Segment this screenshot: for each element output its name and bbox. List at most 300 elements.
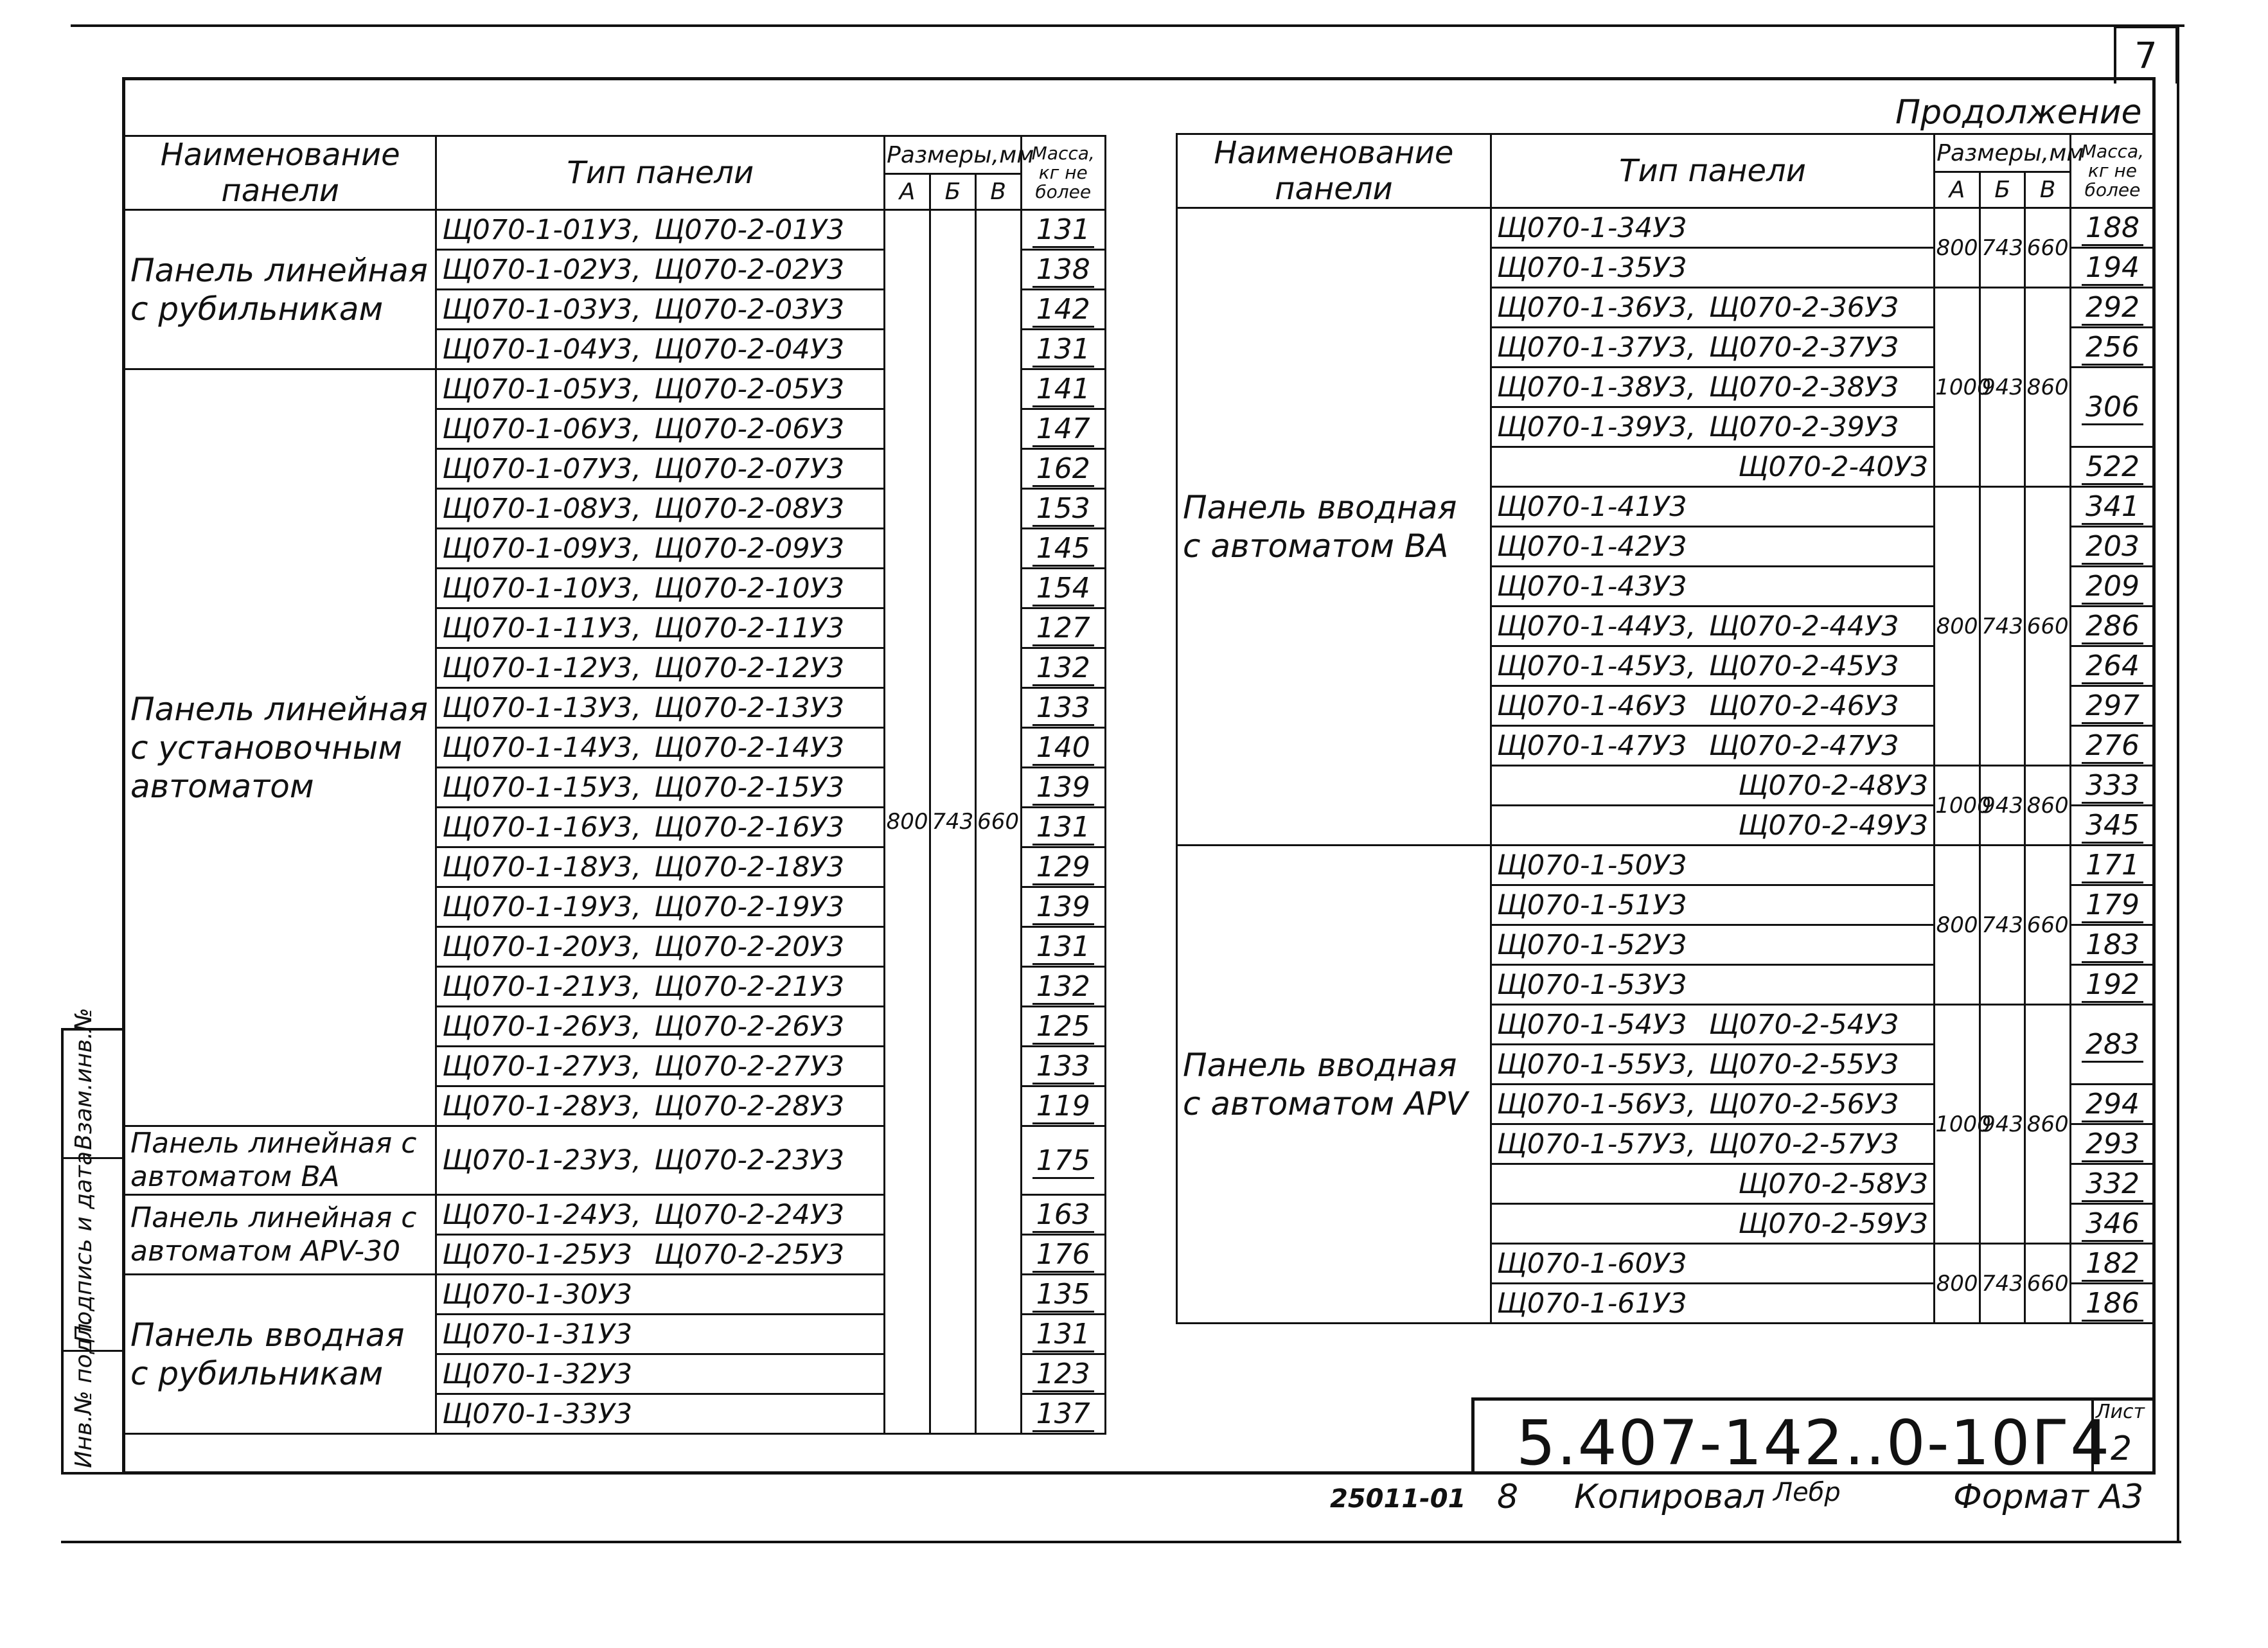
mass-value: 131	[1032, 333, 1094, 368]
header-name: Наименование панели	[125, 136, 436, 210]
panel-name: Панель линейная с установочным автоматом	[125, 369, 436, 1126]
panel-type-2: Щ070-2-23У3	[654, 1144, 845, 1176]
panel-type-1: Щ070-1-53У3	[1496, 968, 1687, 1001]
mass-value: 171	[2082, 849, 2143, 883]
panel-type-cell	[1491, 1085, 1934, 1124]
panel-type-cell	[436, 1195, 885, 1235]
panel-type-1: Щ070-1-18У3,	[442, 851, 641, 883]
mass-cell	[1021, 1315, 1106, 1354]
mass-value: 179	[2082, 889, 2143, 923]
panel-type-cell	[436, 1354, 885, 1394]
panel-type-cell	[436, 648, 885, 688]
mass-value: 346	[2082, 1207, 2143, 1242]
panel-type-1: Щ070-1-38У3,	[1496, 371, 1696, 403]
panel-type-cell	[436, 768, 885, 808]
mass-value: 141	[1032, 373, 1094, 407]
panel-type-2: Щ070-2-37У3	[1708, 331, 1899, 364]
mass-value: 522	[2082, 450, 2143, 485]
panel-type-1: Щ070-1-08У3,	[442, 492, 641, 525]
mass-cell	[2070, 1204, 2154, 1244]
panel-type-1: Щ070-1-10У3,	[442, 572, 641, 605]
mass-cell	[1021, 847, 1106, 887]
panel-name: Панель вводная с автоматом ВА	[1177, 208, 1491, 846]
panel-type-1: Щ070-1-35У3	[1496, 251, 1687, 284]
mass-value: 306	[2082, 391, 2143, 425]
mass-cell	[1021, 330, 1106, 369]
mass-value: 341	[2082, 490, 2143, 525]
panel-type-1: Щ070-1-11У3,	[442, 612, 641, 644]
panel-type-2: Щ070-2-49У3	[1738, 809, 1929, 842]
panel-type-cell	[1491, 527, 1934, 567]
panel-type-1: Щ070-1-19У3,	[442, 890, 641, 923]
table-row	[1177, 208, 2155, 248]
header-dims-right: Размеры,мм	[1935, 134, 2071, 172]
mass-cell	[1021, 290, 1106, 330]
panel-type-cell	[436, 409, 885, 449]
panel-type-cell	[436, 927, 885, 967]
mass-value: 209	[2082, 570, 2143, 605]
panel-type-2: Щ070-2-11У3	[654, 612, 845, 644]
mass-cell	[2070, 686, 2154, 726]
mass-value: 345	[2082, 809, 2143, 844]
header-dim-a: А	[885, 174, 930, 210]
continuation-label: Продолжение	[1895, 93, 2142, 132]
mass-cell	[2070, 925, 2154, 965]
mass-cell	[2070, 368, 2154, 447]
mass-cell	[2070, 1085, 2154, 1124]
panel-type-2: Щ070-2-24У3	[654, 1198, 845, 1231]
mass-cell	[1021, 688, 1106, 728]
panel-type-cell	[1491, 1244, 1934, 1284]
panel-type-1: Щ070-1-60У3	[1496, 1247, 1687, 1280]
panel-type-cell	[436, 728, 885, 768]
panel-type-1: Щ070-1-54У3	[1496, 1008, 1687, 1041]
mass-cell	[2070, 1284, 2154, 1324]
header-dim-b: Б	[930, 174, 975, 210]
mass-value: 194	[2082, 251, 2143, 286]
mass-cell	[2070, 1005, 2154, 1085]
panel-type-cell	[1491, 1204, 1934, 1244]
dim-a: 800	[885, 210, 930, 1434]
mass-value: 183	[2082, 928, 2143, 963]
mass-cell	[2070, 1164, 2154, 1204]
dim-a: 800	[1935, 208, 1980, 288]
panel-type-1: Щ070-1-51У3	[1496, 889, 1687, 921]
panel-type-cell	[1491, 487, 1934, 527]
dim-c: 660	[2025, 208, 2071, 288]
panel-type-1: Щ070-1-43У3	[1496, 570, 1687, 603]
mass-cell	[1021, 489, 1106, 529]
panel-type-cell	[436, 330, 885, 369]
mass-cell	[2070, 965, 2154, 1005]
panel-type-cell	[436, 1235, 885, 1275]
panel-type-2: Щ070-2-20У3	[654, 930, 845, 963]
header-dim-b-right: Б	[1980, 172, 2025, 208]
panel-type-cell	[1491, 248, 1934, 288]
dim-c: 860	[2025, 766, 2071, 846]
mass-cell	[1021, 927, 1106, 967]
footer-format: Формат А3	[1953, 1478, 2144, 1516]
mass-value: 332	[2082, 1167, 2143, 1202]
panel-type-cell	[1491, 368, 1934, 407]
panel-type-2: Щ070-2-01У3	[654, 213, 845, 246]
panel-type-cell	[1491, 646, 1934, 686]
panel-type-1: Щ070-1-02У3,	[442, 253, 641, 286]
mass-value: 154	[1032, 572, 1094, 607]
header-name-right: Наименование панели	[1177, 134, 1491, 208]
panel-type-1: Щ070-1-23У3,	[442, 1144, 641, 1176]
mass-value: 264	[2082, 650, 2143, 684]
panel-type-2: Щ070-2-15У3	[654, 771, 845, 804]
panel-type-2: Щ070-2-19У3	[654, 890, 845, 923]
panel-type-cell	[1491, 766, 1934, 806]
dim-b: 743	[1980, 487, 2025, 766]
panel-type-1: Щ070-1-32У3	[442, 1358, 633, 1390]
panel-type-2: Щ070-2-47У3	[1708, 729, 1899, 762]
panel-type-2: Щ070-2-02У3	[654, 253, 845, 286]
mass-cell	[1021, 1195, 1106, 1235]
panel-type-2: Щ070-2-39У3	[1708, 411, 1899, 443]
mass-cell	[1021, 1126, 1106, 1195]
panel-type-cell	[436, 1126, 885, 1195]
mass-cell	[1021, 608, 1106, 648]
dim-a: 1000	[1935, 1005, 1980, 1244]
panel-type-2: Щ070-2-38У3	[1708, 371, 1899, 403]
mass-value: 147	[1032, 412, 1094, 447]
panel-type-2: Щ070-2-06У3	[654, 412, 845, 445]
mass-value: 119	[1032, 1090, 1094, 1124]
panel-type-cell	[436, 569, 885, 608]
dim-b: 743	[1980, 846, 2025, 1005]
mass-value: 283	[2082, 1028, 2143, 1063]
footer-number: 25011-01	[1330, 1484, 1466, 1514]
panel-type-1: Щ070-1-33У3	[442, 1397, 633, 1430]
panel-type-cell	[1491, 846, 1934, 885]
panel-type-2: Щ070-2-55У3	[1708, 1048, 1899, 1081]
dim-a: 1000	[1935, 766, 1980, 846]
panel-type-1: Щ070-1-12У3,	[442, 651, 641, 684]
panel-type-cell	[436, 250, 885, 290]
panel-type-1: Щ070-1-06У3,	[442, 412, 641, 445]
panel-type-cell	[1491, 607, 1934, 646]
mass-value: 131	[1032, 811, 1094, 846]
mass-cell	[1021, 1047, 1106, 1086]
mass-cell	[1021, 1086, 1106, 1126]
panel-type-cell	[1491, 726, 1934, 766]
panel-type-cell	[436, 808, 885, 847]
panel-type-2: Щ070-2-14У3	[654, 731, 845, 764]
dim-a: 800	[1935, 487, 1980, 766]
panel-type-1: Щ070-1-55У3,	[1496, 1048, 1696, 1081]
panel-type-2: Щ070-2-04У3	[654, 333, 845, 366]
mass-value: 133	[1032, 1050, 1094, 1085]
mass-value: 153	[1032, 492, 1094, 527]
panel-type-cell	[436, 847, 885, 887]
bottom-rule	[61, 1541, 2181, 1543]
panel-type-cell	[1491, 1045, 1934, 1085]
mass-value: 292	[2082, 291, 2143, 326]
mass-cell	[2070, 766, 2154, 806]
panel-type-1: Щ070-1-09У3,	[442, 532, 641, 565]
dim-b: 943	[1980, 1005, 2025, 1244]
panel-type-2: Щ070-2-03У3	[654, 293, 845, 326]
panel-type-1: Щ070-1-13У3,	[442, 691, 641, 724]
panel-type-1: Щ070-1-47У3	[1496, 729, 1687, 762]
mass-value: 256	[2082, 331, 2143, 366]
panel-type-1: Щ070-1-42У3	[1496, 530, 1687, 563]
mass-value: 293	[2082, 1128, 2143, 1162]
right-spec-table	[1176, 133, 2156, 1324]
mass-cell	[2070, 487, 2154, 527]
mass-cell	[1021, 887, 1106, 927]
mass-value: 139	[1032, 890, 1094, 925]
dim-c: 660	[975, 210, 1021, 1434]
panel-type-1: Щ070-1-36У3,	[1496, 291, 1696, 324]
mass-value: 175	[1032, 1144, 1094, 1179]
footer-digit: 8	[1497, 1478, 1519, 1516]
panel-type-1: Щ070-1-30У3	[442, 1278, 633, 1311]
mass-value: 139	[1032, 771, 1094, 806]
mass-value: 131	[1032, 930, 1094, 965]
panel-type-1: Щ070-1-44У3,	[1496, 610, 1696, 642]
mass-cell	[2070, 1244, 2154, 1284]
panel-type-1: Щ070-1-16У3,	[442, 811, 641, 844]
mass-value: 192	[2082, 968, 2143, 1003]
header-dims: Размеры,мм	[885, 136, 1021, 174]
panel-type-2: Щ070-2-59У3	[1738, 1207, 1929, 1240]
mass-cell	[2070, 1124, 2154, 1164]
panel-type-1: Щ070-1-39У3,	[1496, 411, 1696, 443]
panel-type-cell	[1491, 208, 1934, 248]
mass-value: 163	[1032, 1198, 1094, 1233]
panel-type-1: Щ070-1-27У3,	[442, 1050, 641, 1083]
mass-value: 142	[1032, 293, 1094, 328]
panel-type-cell	[1491, 1005, 1934, 1045]
mass-value: 127	[1032, 612, 1094, 646]
panel-type-1: Щ070-1-03У3,	[442, 293, 641, 326]
mass-value: 131	[1032, 213, 1094, 248]
panel-type-cell	[1491, 407, 1934, 447]
mass-value: 333	[2082, 769, 2143, 804]
header-type-right: Тип панели	[1491, 134, 1934, 208]
footer-signature: Лебр	[1773, 1478, 1841, 1507]
mass-value: 162	[1032, 452, 1094, 487]
panel-type-2: Щ070-2-26У3	[654, 1010, 845, 1043]
top-rule	[71, 24, 2184, 27]
panel-type-cell	[1491, 925, 1934, 965]
mass-cell	[1021, 1007, 1106, 1047]
right-rule	[2177, 26, 2179, 1542]
mass-cell	[2070, 567, 2154, 607]
panel-type-cell	[1491, 567, 1934, 607]
panel-type-cell	[436, 1047, 885, 1086]
panel-type-cell	[1491, 447, 1934, 487]
panel-type-1: Щ070-1-37У3,	[1496, 331, 1696, 364]
mass-value: 182	[2082, 1247, 2143, 1282]
panel-type-2: Щ070-2-16У3	[654, 811, 845, 844]
panel-type-cell	[436, 449, 885, 489]
mass-value: 188	[2082, 211, 2143, 246]
left-spec-table	[123, 135, 1106, 1435]
mass-cell	[2070, 288, 2154, 328]
panel-type-2: Щ070-2-54У3	[1708, 1008, 1899, 1041]
mass-value: 125	[1032, 1010, 1094, 1045]
panel-type-2: Щ070-2-48У3	[1738, 769, 1929, 802]
panel-type-1: Щ070-1-52У3	[1496, 928, 1687, 961]
mass-cell	[1021, 449, 1106, 489]
panel-type-1: Щ070-1-05У3,	[442, 373, 641, 405]
mass-cell	[1021, 409, 1106, 449]
panel-type-2: Щ070-2-27У3	[654, 1050, 845, 1083]
mass-value: 137	[1032, 1397, 1094, 1432]
mass-cell	[2070, 248, 2154, 288]
mass-cell	[1021, 569, 1106, 608]
panel-type-1: Щ070-1-24У3,	[442, 1198, 641, 1231]
dim-a: 800	[1935, 1244, 1980, 1324]
mass-cell	[1021, 808, 1106, 847]
dim-c: 660	[2025, 1244, 2071, 1324]
panel-type-cell	[436, 1007, 885, 1047]
panel-type-1: Щ070-1-50У3	[1496, 849, 1687, 882]
panel-type-cell	[1491, 1124, 1934, 1164]
panel-type-1: Щ070-1-14У3,	[442, 731, 641, 764]
footer-copied: Копировал	[1574, 1478, 1766, 1516]
panel-type-cell	[436, 210, 885, 250]
panel-type-cell	[436, 1275, 885, 1315]
mass-value: 203	[2082, 530, 2143, 565]
panel-type-2: Щ070-2-56У3	[1708, 1088, 1899, 1121]
panel-type-1: Щ070-1-04У3,	[442, 333, 641, 366]
mass-cell	[1021, 1394, 1106, 1434]
mass-cell	[1021, 1235, 1106, 1275]
panel-type-cell	[436, 1315, 885, 1354]
mass-value: 294	[2082, 1088, 2143, 1122]
panel-type-cell	[436, 290, 885, 330]
mass-cell	[2070, 607, 2154, 646]
panel-type-1: Щ070-1-28У3,	[442, 1090, 641, 1122]
dim-b: 943	[1980, 766, 2025, 846]
panel-type-2: Щ070-2-09У3	[654, 532, 845, 565]
panel-type-1: Щ070-1-57У3,	[1496, 1128, 1696, 1160]
mass-value: 133	[1032, 691, 1094, 726]
panel-type-1: Щ070-1-61У3	[1496, 1287, 1687, 1320]
mass-cell	[2070, 646, 2154, 686]
panel-type-2: Щ070-2-36У3	[1708, 291, 1899, 324]
mass-value: 131	[1032, 1318, 1094, 1352]
panel-type-cell	[436, 1086, 885, 1126]
dim-b: 743	[1980, 1244, 2025, 1324]
mass-value: 140	[1032, 731, 1094, 766]
mass-value: 129	[1032, 851, 1094, 885]
dim-b: 743	[1980, 208, 2025, 288]
panel-name: Панель линейная с рубильникам	[125, 210, 436, 369]
table-row	[125, 210, 1106, 250]
panel-type-1: Щ070-1-01У3,	[442, 213, 641, 246]
panel-name: Панель вводная с автоматом АРV	[1177, 846, 1491, 1324]
mass-value: 135	[1032, 1278, 1094, 1313]
dim-a: 800	[1935, 846, 1980, 1005]
mass-cell	[2070, 806, 2154, 846]
side-sign-label: Подпись и дата	[71, 1151, 97, 1343]
header-dim-c-right: В	[2025, 172, 2071, 208]
panel-type-2: Щ070-2-57У3	[1708, 1128, 1899, 1160]
panel-type-2: Щ070-2-40У3	[1738, 450, 1929, 483]
panel-type-cell	[1491, 1284, 1934, 1324]
mass-value: 138	[1032, 253, 1094, 288]
side-vzam-label: Взам.инв.№	[71, 1007, 97, 1150]
mass-value: 132	[1032, 970, 1094, 1005]
panel-type-cell	[1491, 686, 1934, 726]
dim-b: 743	[930, 210, 975, 1434]
mass-cell	[1021, 1275, 1106, 1315]
header-mass-right: Масса, кг не более	[2070, 134, 2154, 208]
panel-type-1: Щ070-1-07У3,	[442, 452, 641, 485]
document-code: 5.407-142..0-10Г4	[1516, 1407, 2111, 1479]
panel-type-1: Щ070-1-26У3,	[442, 1010, 641, 1043]
panel-type-1: Щ070-1-34У3	[1496, 211, 1687, 244]
mass-cell	[1021, 250, 1106, 290]
panel-type-2: Щ070-2-05У3	[654, 373, 845, 405]
panel-type-2: Щ070-2-13У3	[654, 691, 845, 724]
panel-type-cell	[436, 688, 885, 728]
panel-type-cell	[436, 887, 885, 927]
panel-type-cell	[1491, 328, 1934, 368]
side-inv-label: Инв.№ подл.	[71, 1316, 97, 1468]
mass-value: 186	[2082, 1287, 2143, 1322]
panel-type-2: Щ070-2-58У3	[1738, 1167, 1929, 1200]
panel-type-2: Щ070-2-08У3	[654, 492, 845, 525]
mass-cell	[1021, 728, 1106, 768]
panel-type-1: Щ070-1-41У3	[1496, 490, 1687, 523]
panel-type-2: Щ070-2-28У3	[654, 1090, 845, 1122]
panel-type-cell	[1491, 1164, 1934, 1204]
mass-cell	[2070, 885, 2154, 925]
sheet-label: Лист	[2096, 1401, 2145, 1423]
mass-cell	[2070, 208, 2154, 248]
dim-c: 860	[2025, 288, 2071, 487]
mass-cell	[1021, 967, 1106, 1007]
panel-type-cell	[1491, 885, 1934, 925]
mass-value: 276	[2082, 729, 2143, 764]
panel-type-2: Щ070-2-21У3	[654, 970, 845, 1003]
panel-type-2: Щ070-2-45У3	[1708, 650, 1899, 682]
mass-value: 132	[1032, 651, 1094, 686]
header-dim-a-right: А	[1935, 172, 1980, 208]
panel-type-1: Щ070-1-56У3,	[1496, 1088, 1696, 1121]
panel-name: Панель линейная с автоматом АРV-30	[125, 1195, 436, 1275]
header-dim-c: В	[975, 174, 1021, 210]
panel-type-2: Щ070-2-12У3	[654, 651, 845, 684]
mass-cell	[2070, 328, 2154, 368]
panel-type-1: Щ070-1-45У3,	[1496, 650, 1696, 682]
mass-cell	[2070, 447, 2154, 487]
mass-cell	[2070, 846, 2154, 885]
dim-c: 660	[2025, 487, 2071, 766]
mass-cell	[1021, 648, 1106, 688]
mass-cell	[2070, 527, 2154, 567]
panel-type-cell	[436, 489, 885, 529]
panel-type-cell	[1491, 965, 1934, 1005]
header-type: Тип панели	[436, 136, 885, 210]
table-row	[1177, 846, 2155, 885]
panel-type-cell	[1491, 288, 1934, 328]
mass-value: 176	[1032, 1238, 1094, 1273]
panel-type-2: Щ070-2-46У3	[1708, 689, 1899, 722]
panel-type-2: Щ070-2-10У3	[654, 572, 845, 605]
panel-type-1: Щ070-1-21У3,	[442, 970, 641, 1003]
panel-type-2: Щ070-2-44У3	[1708, 610, 1899, 642]
mass-cell	[1021, 768, 1106, 808]
